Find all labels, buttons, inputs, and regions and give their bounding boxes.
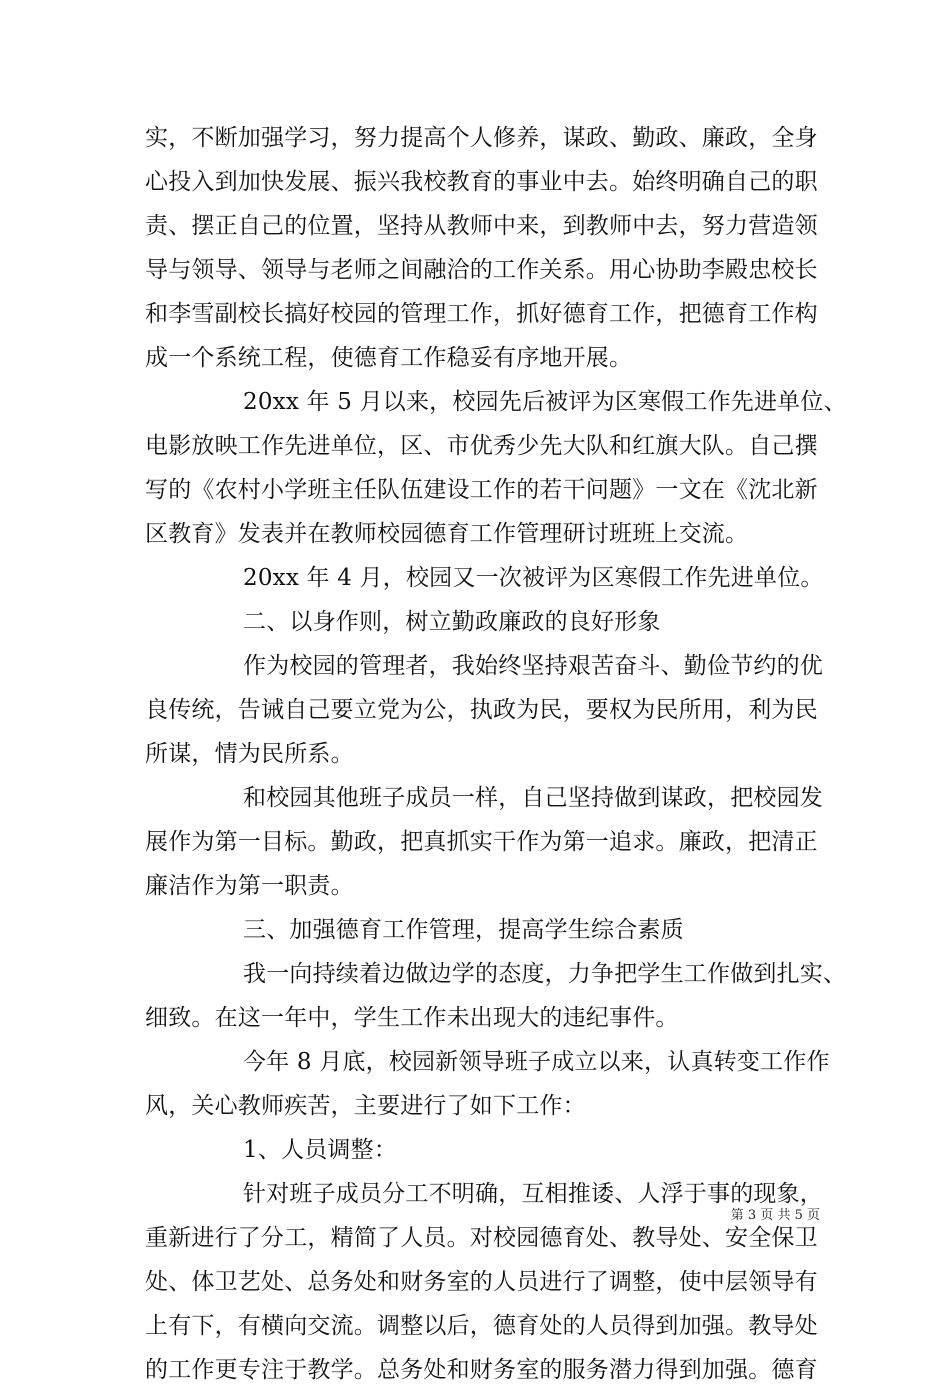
text-line: 写的《农村小学班主任队伍建设工作的若干问题》一文在《沈北新 <box>145 477 818 503</box>
text-line: 二、以身作则，树立勤政廉政的良好形象 <box>243 609 661 635</box>
text-line: 良传统，告诫自己要立党为公，执政为民，要权为民所用，利为民 <box>145 697 818 723</box>
text-line: 风，关心教师疾苦，主要进行了如下工作： <box>145 1093 586 1119</box>
text-line: 导与领导、领导与老师之间融洽的工作关系。用心协助李殿忠校长 <box>145 257 818 283</box>
text-line: 处、体卫艺处、总务处和财务室的人员进行了调整，使中层领导有 <box>145 1269 818 1295</box>
text-line: 1、人员调整： <box>243 1137 398 1163</box>
text-line: 作为校园的管理者，我始终坚持艰苦奋斗、勤俭节约的优 <box>243 653 823 679</box>
text-line: 细致。在这一年中，学生工作未出现大的违纪事件。 <box>145 1005 679 1031</box>
text-line: 我一向持续着边做边学的态度，力争把学生工作做到扎实、 <box>243 961 847 987</box>
text-line: 实，不断加强学习，努力提高个人修养，谋政、勤政、廉政，全身 <box>145 125 818 151</box>
text-line: 责、摆正自己的位置，坚持从教师中来，到教师中去，努力营造领 <box>145 213 818 239</box>
text-line: 和校园其他班子成员一样，自己坚持做到谋政，把校园发 <box>243 785 823 811</box>
text-line: 电影放映工作先进单位，区、市优秀少先大队和红旗大队。自己撰 <box>145 433 818 459</box>
text-line: 所谋，情为民所系。 <box>145 741 354 767</box>
text-line: 区教育》发表并在教师校园德育工作管理研讨班班上交流。 <box>145 521 749 547</box>
text-line: 展作为第一目标。勤政，把真抓实干作为第一追求。廉政，把清正 <box>145 829 818 855</box>
page-number: 第 3 页 共 5 页 <box>730 1208 820 1223</box>
text-line: 重新进行了分工，精简了人员。对校园德育处、教导处、安全保卫 <box>145 1225 818 1251</box>
text-line: 和李雪副校长搞好校园的管理工作，抓好德育工作，把德育工作构 <box>145 301 818 327</box>
text-line: 心投入到加快发展、振兴我校教育的事业中去。始终明确自己的职 <box>145 169 818 195</box>
text-line: 廉洁作为第一职责。 <box>145 873 354 899</box>
text-line: 上有下，有横向交流。调整以后，德育处的人员得到加强。教导处 <box>145 1313 818 1339</box>
document-body <box>145 116 847 1392</box>
text-line: 针对班子成员分工不明确，互相推诿、人浮于事的现象， <box>243 1181 823 1207</box>
text-line: 20xx 年 5 月以来，校园先后被评为区寒假工作先进单位、 <box>243 389 847 415</box>
text-line: 20xx 年 4 月，校园又一次被评为区寒假工作先进单位。 <box>243 565 824 591</box>
text-line: 成一个系统工程，使德育工作稳妥有序地开展。 <box>145 345 633 371</box>
text-line: 的工作更专注于教学。总务处和财务室的服务潜力得到加强。德育 <box>145 1357 818 1383</box>
text-line: 今年 8 月底，校园新领导班子成立以来，认真转变工作作 <box>243 1049 830 1075</box>
text-line: 三、加强德育工作管理，提高学生综合素质 <box>243 917 684 943</box>
